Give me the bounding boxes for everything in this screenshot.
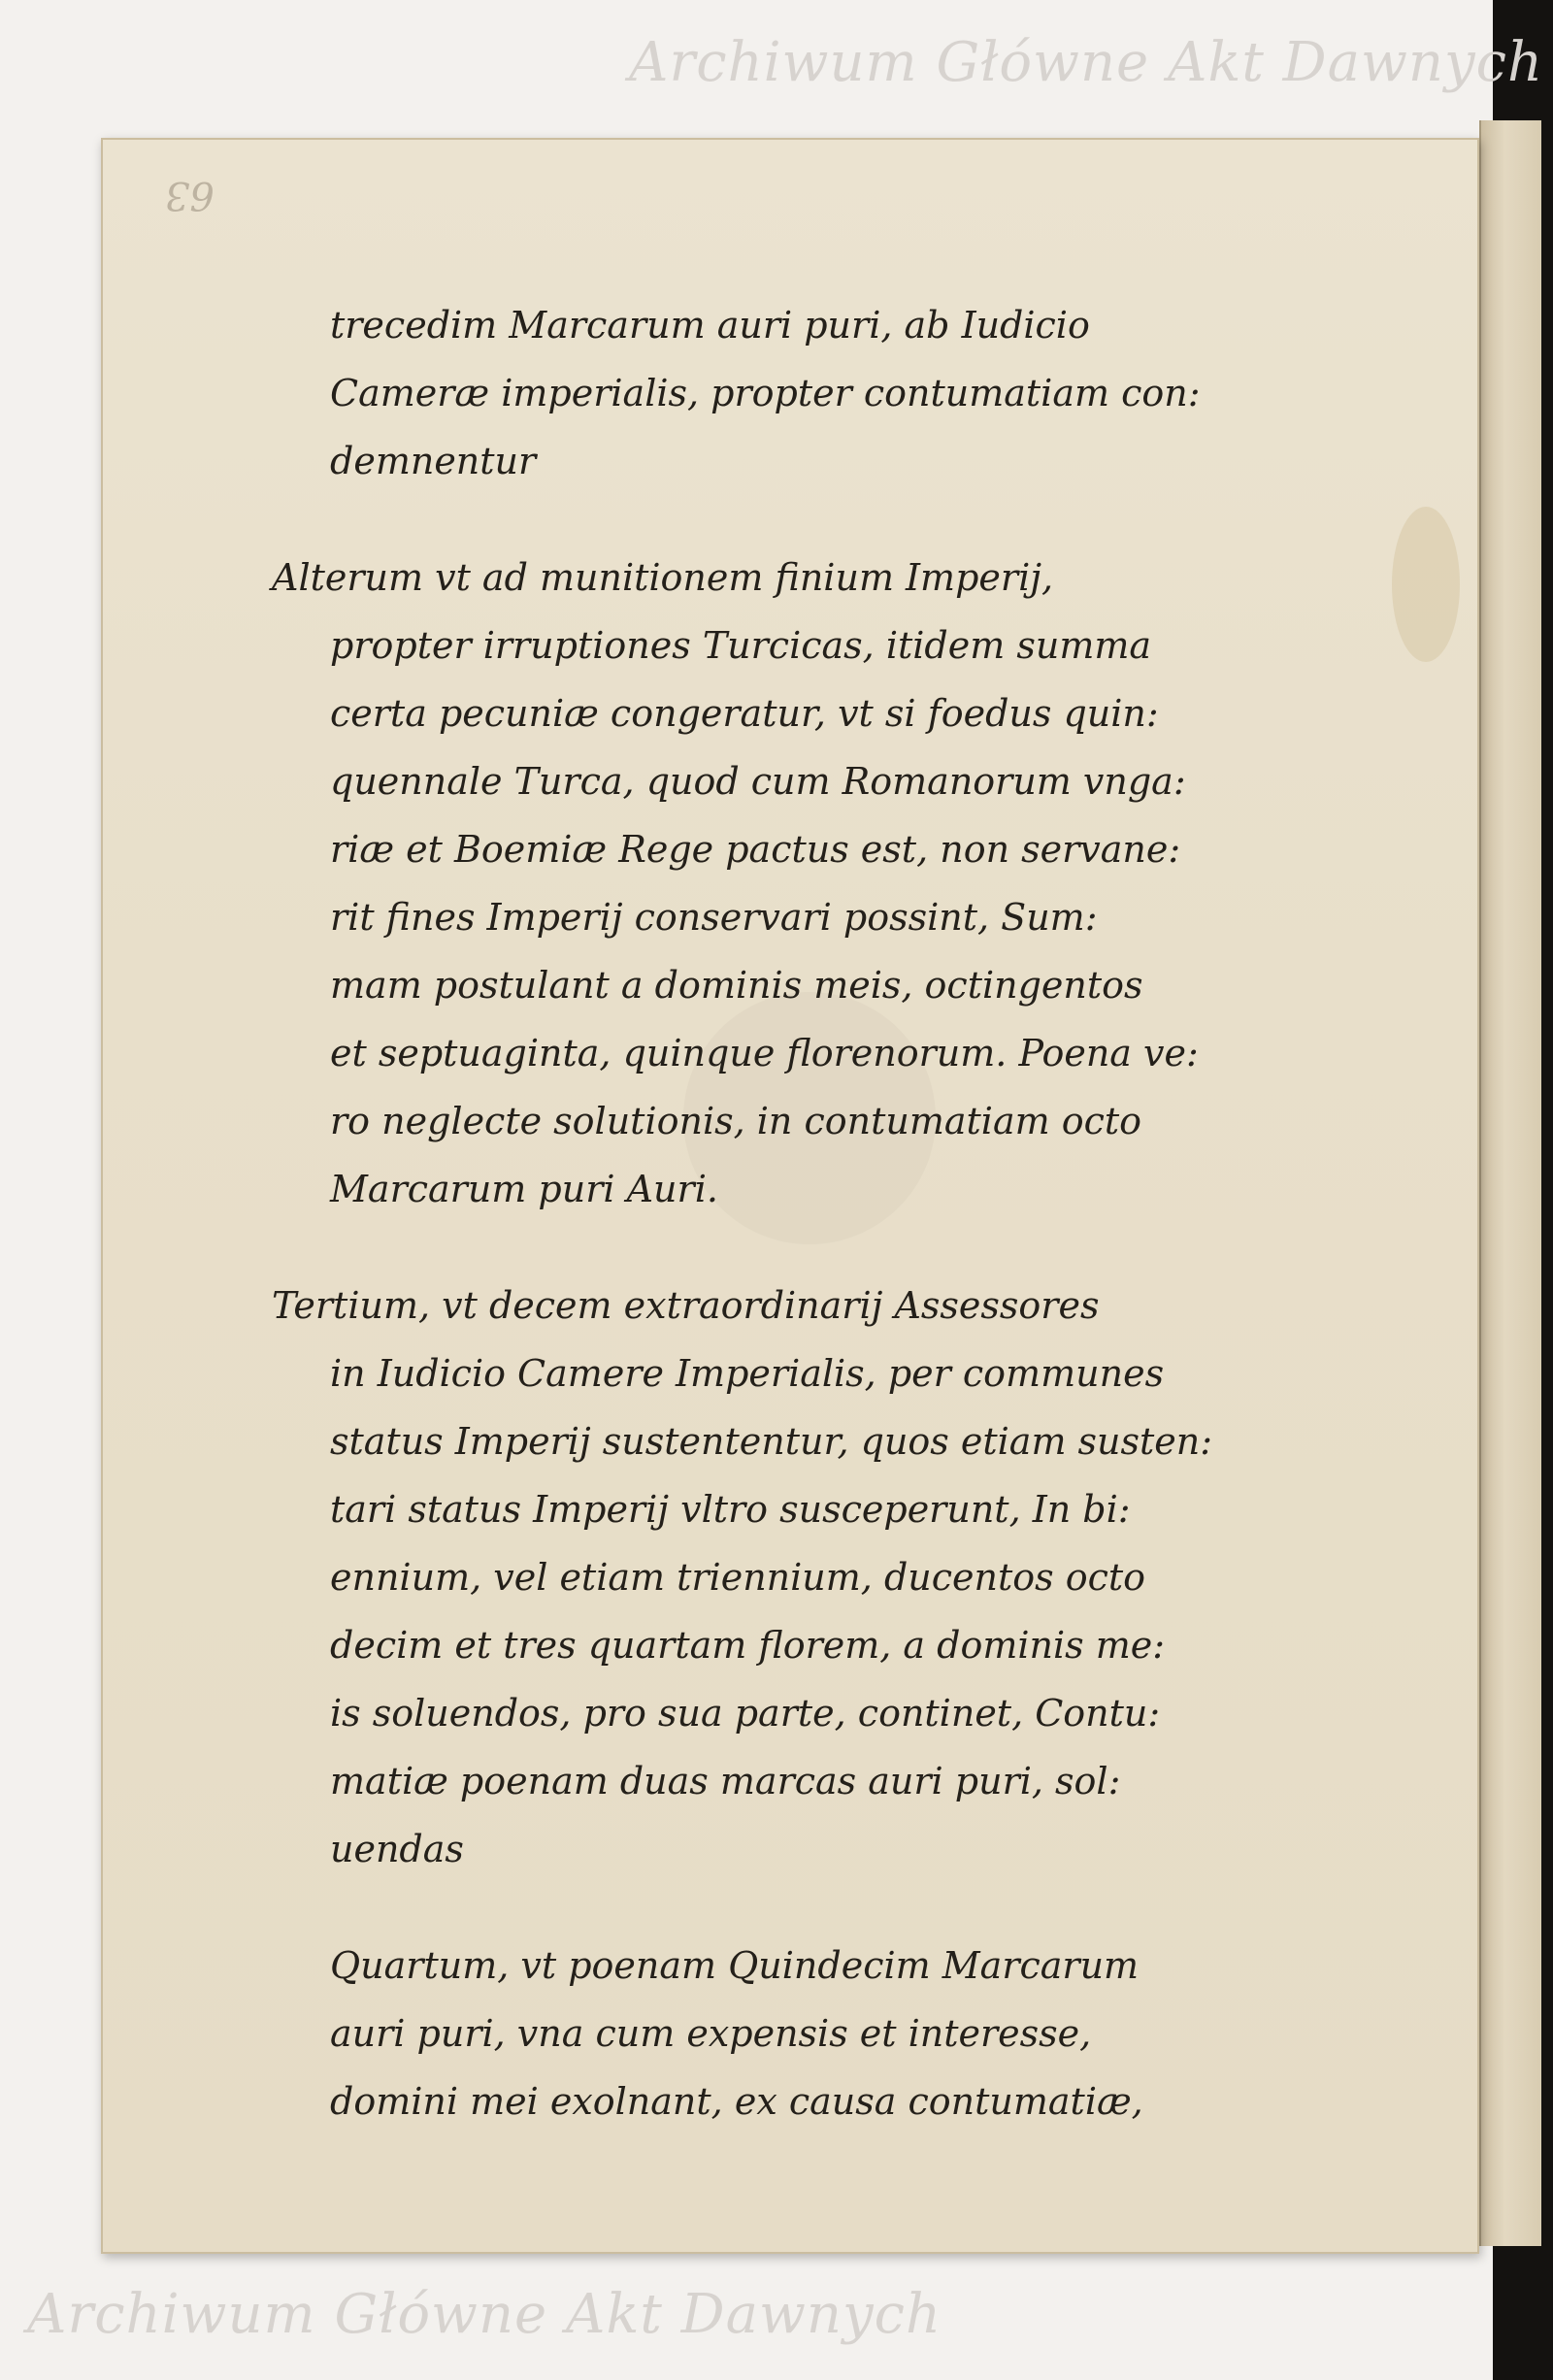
text-line: quennale Turca, quod cum Romanorum vnga: [330, 760, 1186, 803]
text-line: Tertium, vt decem extraordinarij Assessores [272, 1284, 1100, 1327]
paper-stain [1392, 507, 1460, 662]
text-line: ennium, vel etiam triennium, ducentos octo [330, 1556, 1146, 1599]
text-line: decim et tres quartam florem, a dominis me: [330, 1624, 1166, 1667]
text-line: Marcarum puri Auri. [330, 1168, 718, 1210]
text-line: in Iudicio Camere Imperialis, per communes [330, 1352, 1165, 1395]
text-line: ro neglecte solutionis, in contumatiam octo [330, 1100, 1142, 1142]
paragraph-4 [330, 1932, 1378, 2135]
text-line: certa pecuniæ congeratur, vt si foedus quin: [330, 692, 1159, 735]
text-line: auri puri, vna cum expensis et interesse, [330, 2012, 1092, 2055]
text-line: rit fines Imperij conservari possint, Sum: [330, 896, 1098, 939]
text-line: Alterum vt ad munitionem finium Imperij, [272, 556, 1054, 599]
text-line: Cameræ imperialis, propter contumatiam con: [330, 372, 1201, 414]
text-line: uendas [330, 1828, 464, 1870]
text-line: status Imperij sustententur, quos etiam susten: [330, 1420, 1213, 1463]
text-line: tari status Imperij vltro susceperunt, In bi: [330, 1488, 1131, 1531]
text-line: propter irruptiones Turcicas, itidem summa [330, 624, 1152, 667]
folio-number: 63 [165, 173, 215, 217]
paragraph-3 [272, 1272, 1378, 1883]
text-line: domini mei exolnant, ex causa contumatiæ, [330, 2080, 1143, 2123]
text-line: mam postulant a dominis meis, octingentos [330, 964, 1143, 1007]
text-line: Quartum, vt poenam Quindecim Marcarum [330, 1944, 1140, 1987]
watermark-bottom: Archiwum Główne Akt Dawnych [27, 2283, 942, 2346]
paragraph-1 [330, 291, 1378, 495]
text-line: riæ et Boemiæ Rege pactus est, non servane: [330, 828, 1181, 871]
text-line: trecedim Marcarum auri puri, ab Iudicio [330, 304, 1090, 347]
text-line: matiæ poenam duas marcas auri puri, sol: [330, 1760, 1121, 1802]
manuscript-text [272, 291, 1378, 2184]
text-line: demnentur [330, 440, 537, 482]
text-line: is soluendos, pro sua parte, continet, Contu: [330, 1692, 1161, 1735]
text-line: et septuaginta, quinque florenorum. Poena ve: [330, 1032, 1199, 1074]
watermark-top: Archiwum Główne Akt Dawnych [629, 31, 1544, 94]
adjacent-page-edge [1479, 120, 1541, 2246]
paragraph-2 [272, 544, 1378, 1223]
